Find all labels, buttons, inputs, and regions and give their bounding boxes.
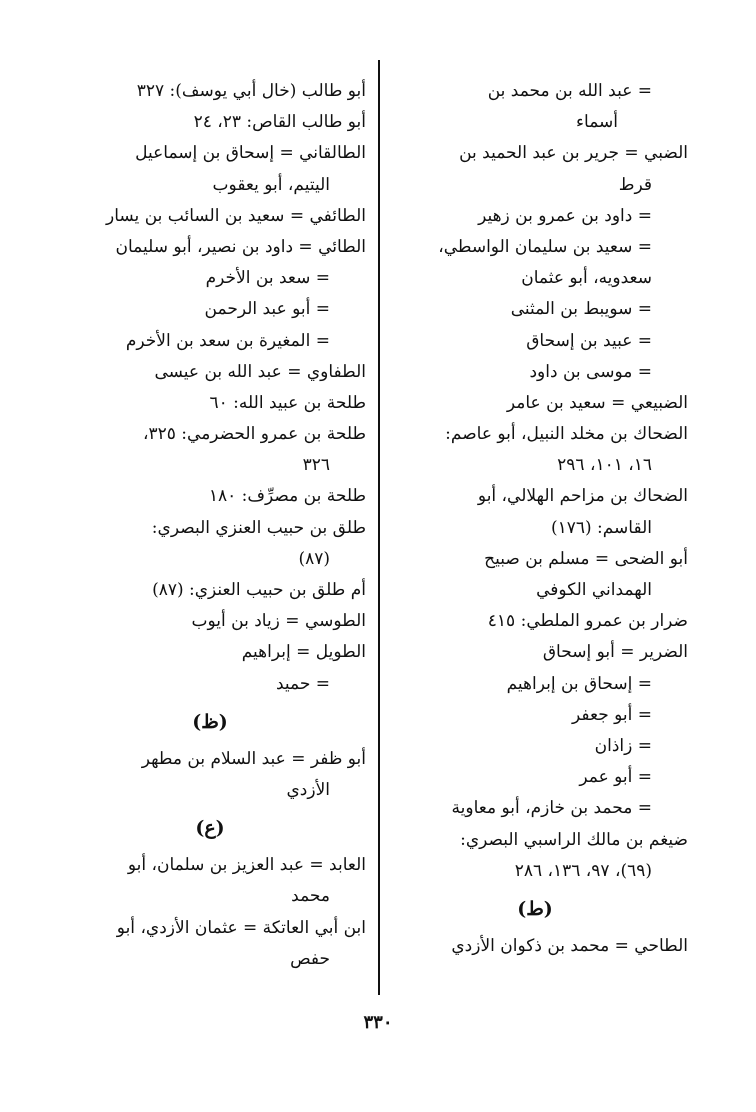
index-entry-continuation: الأزدي xyxy=(286,779,330,800)
index-entry: أبو طالب القاص: ٢٣، ٢٤ xyxy=(193,112,366,133)
index-entry: أبو ظفر = عبد السلام بن مطهر xyxy=(141,748,366,769)
index-entry: ضيغم بن مالك الراسبي البصري: xyxy=(460,829,688,850)
index-entry: أم طلق بن حبيب العنزي: (٨٧) xyxy=(152,580,366,600)
index-column-right xyxy=(382,76,688,962)
section-letter-heading: (ط) xyxy=(517,897,553,920)
index-entry: طلحة بن عمرو الحضرمي: ٣٢٥، xyxy=(142,424,366,445)
index-entry: الضبيعي = سعيد بن عامر xyxy=(506,392,688,413)
index-entry: الطاحي = محمد بن ذكوان الأزدي xyxy=(451,935,688,956)
index-entry-continuation: اليتيم، أبو يعقوب xyxy=(212,174,330,195)
page-number: ٣٣٠ xyxy=(363,1012,393,1033)
index-entry: الطائي = داود بن نصير، أبو سليمان xyxy=(115,236,366,257)
index-entry: = سعد بن الأخرم xyxy=(205,268,330,289)
index-entry: الطويل = إبراهيم xyxy=(241,642,366,663)
section-letter-heading: (ظ) xyxy=(192,710,228,733)
index-entry: طلق بن حبيب العنزي البصري: xyxy=(151,517,366,538)
index-entry: = أبو جعفر xyxy=(572,704,652,725)
index-entry: طلحة بن مصرِّف: ١٨٠ xyxy=(208,486,366,507)
index-entry-continuation: حفص xyxy=(290,948,330,969)
index-entry: = حميد xyxy=(275,673,330,694)
index-entry: ضرار بن عمرو الملطي: ٤١٥ xyxy=(487,611,688,632)
index-entry: الطوسي = زياد بن أيوب xyxy=(191,611,366,632)
index-entry-continuation: قرط xyxy=(618,174,652,195)
index-entry: الضحاك بن مخلد النبيل، أبو عاصم: xyxy=(445,424,688,445)
index-entry: = موسى بن داود xyxy=(529,361,652,382)
index-entry-continuation: الهمداني الكوفي xyxy=(536,580,652,600)
index-column-left xyxy=(54,76,366,975)
column-divider xyxy=(378,60,380,995)
index-entry-continuation: (٨٧) xyxy=(298,548,330,569)
index-entry: = محمد بن خازم، أبو معاوية xyxy=(451,798,652,819)
index-entry: = عبد الله بن محمد بن xyxy=(487,81,652,101)
index-entry: = المغيرة بن سعد بن الأخرم xyxy=(125,330,330,351)
index-entry: أبو طالب (خال أبي يوسف): ٣٢٧ xyxy=(136,81,366,101)
index-entry: = سويبط بن المثنى xyxy=(510,299,652,320)
index-entry: = أبو عمر xyxy=(579,767,652,788)
index-entry: = إسحاق بن إبراهيم xyxy=(506,673,652,694)
index-entry-continuation: (٦٩)، ٩٧، ١٣٦، ٢٨٦ xyxy=(514,860,652,881)
section-letter-heading: (ع) xyxy=(195,817,225,840)
index-entry: = عبيد بن إسحاق xyxy=(526,330,652,351)
index-entry-continuation: ٣٢٦ xyxy=(302,455,330,476)
index-entry: الضحاك بن مزاحم الهلالي، أبو xyxy=(477,486,688,507)
index-entry: طلحة بن عبيد الله: ٦٠ xyxy=(209,392,366,413)
index-entry: الضرير = أبو إسحاق xyxy=(542,642,688,663)
index-entry: الضبي = جرير بن عبد الحميد بن xyxy=(459,143,688,164)
index-entry-continuation: القاسم: (١٧٦) xyxy=(550,517,652,538)
index-entry: أبو الضحى = مسلم بن صبيح xyxy=(484,548,688,569)
index-entry: = زاذان xyxy=(594,735,652,756)
index-entry: الطالقاني = إسحاق بن إسماعيل xyxy=(135,143,366,164)
index-entry: ابن أبي العاتكة = عثمان الأزدي، أبو xyxy=(116,917,366,938)
index-entry: = سعيد بن سليمان الواسطي، xyxy=(438,236,652,257)
index-entry: = داود بن عمرو بن زهير xyxy=(478,205,652,226)
index-entry-continuation: أسماء xyxy=(576,112,618,133)
index-entry-continuation: سعدويه، أبو عثمان xyxy=(521,268,652,289)
index-entry: العابد = عبد العزيز بن سلمان، أبو xyxy=(127,855,366,876)
index-entry: = أبو عبد الرحمن xyxy=(204,299,330,320)
index-entry-continuation: محمد xyxy=(291,886,330,907)
index-entry-continuation: ١٦، ١٠١، ٢٩٦ xyxy=(557,455,652,476)
index-entry: الطائفي = سعيد بن السائب بن يسار xyxy=(106,205,366,226)
index-entry: الطفاوي = عبد الله بن عيسى xyxy=(154,361,366,382)
